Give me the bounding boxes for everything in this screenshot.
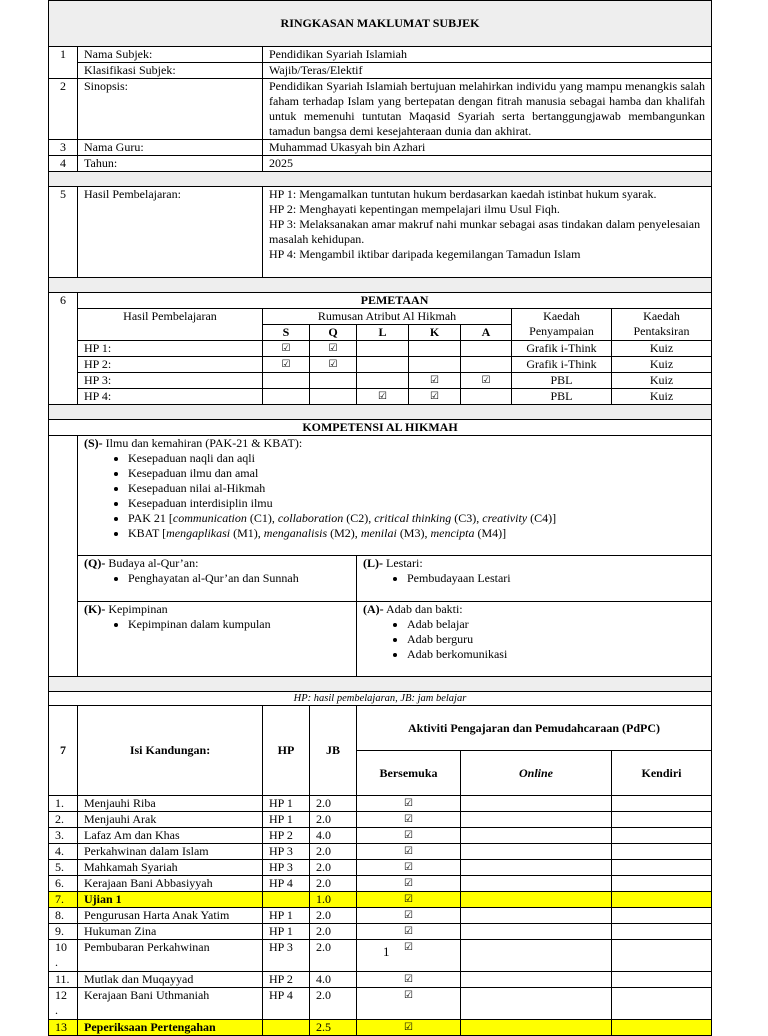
checkbox-icon: ☑ [263, 341, 310, 357]
delivery-method: PBL [512, 389, 612, 405]
list-item: • Kepimpinan dalam kumpulan [128, 617, 350, 632]
field-label: Klasifikasi Subjek: [78, 63, 263, 79]
list-item: • Adab belajar [407, 617, 705, 632]
table-row-jb: 2.0 [310, 812, 357, 828]
row-number: 3 [49, 140, 78, 156]
checkbox-icon [357, 357, 409, 373]
table-row-hp: HP 4 [263, 988, 310, 1020]
table-cell-kendiri [612, 892, 712, 908]
table-row-topic: Peperiksaan Pertengahan [78, 1020, 263, 1036]
delivery-method: Grafik i-Think [512, 357, 612, 373]
checkbox-icon: ☑ [263, 357, 310, 373]
col-header-hp: HP [263, 706, 310, 796]
table-row-number: 10 . [49, 940, 78, 972]
learning-outcome-2: HP 2: Menghayati kepentingan mempelajari ilmu Usul Fiqh. [269, 202, 560, 216]
page-number: 1 [383, 944, 390, 959]
checkbox-icon: ☑ [310, 341, 357, 357]
table-cell-online [461, 844, 612, 860]
table-cell-online [461, 812, 612, 828]
table-row-topic: Pengurusan Harta Anak Yatim [78, 908, 263, 924]
checkbox-icon: ☑ [357, 389, 409, 405]
competency-k [78, 602, 357, 677]
mapping-hp: HP 3: [78, 373, 263, 389]
table-row-hp: HP 3 [263, 860, 310, 876]
assessment-method: Kuiz [612, 373, 712, 389]
assessment-method: Kuiz [612, 357, 712, 373]
attr-k-header: K [409, 325, 461, 341]
field-label: Nama Subjek: [78, 47, 263, 63]
competency-code: (S)- [84, 436, 103, 450]
section-separator [49, 677, 712, 692]
checkbox-icon: ☑ [357, 908, 461, 924]
row-number-empty [49, 436, 78, 677]
list-item: • Kesepaduan ilmu dan amal [128, 466, 705, 481]
attr-q-header: Q [310, 325, 357, 341]
table-row-jb: 2.0 [310, 988, 357, 1020]
competency-label: Ilmu dan kemahiran (PAK-21 & KBAT): [102, 436, 303, 450]
col-header-isi: Isi Kandungan: [78, 706, 263, 796]
row-number: 1 [49, 47, 78, 79]
teacher-name: Muhammad Ukasyah bin Azhari [263, 140, 712, 156]
learning-outcome-3: HP 3: Melaksanakan amar makruf nahi munkar sebagai asas tindakan dalam penyelesaian masalah kehidupan. [269, 217, 701, 246]
table-cell-online [461, 892, 612, 908]
table-row-jb: 2.0 [310, 924, 357, 940]
table-row-number: 1. [49, 796, 78, 812]
checkbox-icon [409, 341, 461, 357]
section-separator [49, 172, 712, 187]
list-item: • Kesepaduan interdisiplin ilmu [128, 496, 705, 511]
list-item-kbat: • KBAT [mengaplikasi (M1), menganalisis (M2), menilai (M3), mencipta (M4)] [128, 526, 705, 541]
table-row-hp [263, 1020, 310, 1036]
table-row-number: 5. [49, 860, 78, 876]
table-cell-online [461, 940, 612, 972]
table-row-topic: Menjauhi Riba [78, 796, 263, 812]
table-cell-kendiri [612, 860, 712, 876]
mapping-col-delivery: Kaedah Penyampaian [512, 309, 612, 341]
synopsis-text: Pendidikan Syariah Islamiah bertujuan melahirkan individu yang mampu menangkis salah faham terhadap Islam yang bertepatan dengan fitrah manusia sebagai hamba dan khalifah untuk memenuhi tuntutan Maqasid Syariah serta bertanggungjawab membangunkan tamadun bangsa demi kesejahteraan dunia dan akhirat. [263, 79, 712, 140]
table-cell-online [461, 908, 612, 924]
table-row-number: 2. [49, 812, 78, 828]
table-cell-kendiri [612, 1020, 712, 1036]
attr-l-header: L [357, 325, 409, 341]
list-item: • Penghayatan al-Qur’an dan Sunnah [128, 571, 350, 586]
table-row-topic: Perkahwinan dalam Islam [78, 844, 263, 860]
table-row-hp: HP 4 [263, 876, 310, 892]
checkbox-icon [310, 373, 357, 389]
learning-outcomes [263, 187, 712, 278]
table-row-number: 13 [49, 1020, 78, 1036]
table-row-jb: 4.0 [310, 828, 357, 844]
checkbox-icon: ☑ [357, 876, 461, 892]
mapping-col-hp: Hasil Pembelajaran [78, 309, 263, 341]
row-number: 5 [49, 187, 78, 278]
table-row-hp: HP 1 [263, 924, 310, 940]
table-cell-online [461, 924, 612, 940]
table-row-jb: 2.0 [310, 876, 357, 892]
list-item: • Kesepaduan nilai al-Hikmah [128, 481, 705, 496]
table-row-number: 3. [49, 828, 78, 844]
checkbox-icon [263, 373, 310, 389]
table-row-topic: Lafaz Am dan Khas [78, 828, 263, 844]
checkbox-icon: ☑ [409, 389, 461, 405]
competency-code: (L)- [363, 556, 383, 570]
delivery-method: PBL [512, 373, 612, 389]
table-row-hp: HP 2 [263, 828, 310, 844]
table-row-hp: HP 1 [263, 908, 310, 924]
checkbox-icon: ☑ [357, 796, 461, 812]
mapping-hp: HP 1: [78, 341, 263, 357]
list-item: • Adab berguru [407, 632, 705, 647]
table-cell-kendiri [612, 876, 712, 892]
section-separator [49, 278, 712, 293]
table-row-topic: Menjauhi Arak [78, 812, 263, 828]
checkbox-icon: ☑ [357, 812, 461, 828]
table-cell-kendiri [612, 924, 712, 940]
col-header-jb: JB [310, 706, 357, 796]
mapping-col-attributes: Rumusan Atribut Al Hikmah [263, 309, 512, 325]
list-item: • Pembudayaan Lestari [407, 571, 705, 586]
table-row-topic: Mahkamah Syariah [78, 860, 263, 876]
table-row-number: 6. [49, 876, 78, 892]
table-row-topic: Pembubaran Perkahwinan [78, 940, 263, 972]
table-row-topic: Kerajaan Bani Abbasiyyah [78, 876, 263, 892]
checkbox-icon [461, 357, 512, 373]
col-header-aktiviti: Aktiviti Pengajaran dan Pemudahcaraan (PdPC) [357, 706, 712, 751]
legend-note: HP: hasil pembelajaran, JB: jam belajar [49, 692, 712, 706]
year-value: 2025 [263, 156, 712, 172]
table-row-number: 12 . [49, 988, 78, 1020]
checkbox-icon [409, 357, 461, 373]
checkbox-icon: ☑ [357, 972, 461, 988]
checkbox-icon [461, 341, 512, 357]
checkbox-icon: ☑ [357, 844, 461, 860]
table-row-hp: HP 1 [263, 796, 310, 812]
delivery-method: Grafik i-Think [512, 341, 612, 357]
field-label: Hasil Pembelajaran: [78, 187, 263, 278]
attr-s-header: S [263, 325, 310, 341]
subject-name: Pendidikan Syariah Islamiah [263, 47, 712, 63]
table-row-number: 8. [49, 908, 78, 924]
table-row-jb: 2.0 [310, 796, 357, 812]
table-cell-online [461, 860, 612, 876]
table-row-jb: 2.0 [310, 908, 357, 924]
table-cell-kendiri [612, 988, 712, 1020]
checkbox-icon: ☑ [409, 373, 461, 389]
table-row-number: 11. [49, 972, 78, 988]
table-cell-kendiri [612, 828, 712, 844]
competency-l [357, 556, 712, 602]
table-row-number: 7. [49, 892, 78, 908]
field-label: Tahun: [78, 156, 263, 172]
checkbox-icon: ☑ [310, 357, 357, 373]
mapping-title: PEMETAAN [78, 293, 712, 309]
table-row-jb: 4.0 [310, 972, 357, 988]
list-item: • Adab berkomunikasi [407, 647, 705, 662]
mapping-hp: HP 2: [78, 357, 263, 373]
table-row-jb: 2.0 [310, 860, 357, 876]
competency-title: KOMPETENSI AL HIKMAH [49, 420, 712, 436]
table-row-hp: HP 2 [263, 972, 310, 988]
attr-a-header: A [461, 325, 512, 341]
table-cell-online [461, 988, 612, 1020]
table-cell-online [461, 796, 612, 812]
table-row-topic: Ujian 1 [78, 892, 263, 908]
checkbox-icon: ☑ [461, 373, 512, 389]
competency-label: Kepimpinan [105, 602, 168, 616]
checkbox-icon [310, 389, 357, 405]
checkbox-icon [263, 389, 310, 405]
table-cell-online [461, 828, 612, 844]
table-cell-kendiri [612, 812, 712, 828]
learning-outcome-1: HP 1: Mengamalkan tuntutan hukum berdasarkan kaedah istinbat hukum syarak. [269, 187, 657, 201]
competency-q [78, 556, 357, 602]
table-row-jb: 2.0 [310, 844, 357, 860]
table-row-topic: Kerajaan Bani Uthmaniah [78, 988, 263, 1020]
table-cell-kendiri [612, 796, 712, 812]
section-separator [49, 405, 712, 420]
col-header-kendiri: Kendiri [612, 751, 712, 796]
table-cell-kendiri [612, 940, 712, 972]
checkbox-icon [357, 373, 409, 389]
checkbox-icon: ☑ [357, 1020, 461, 1036]
table-row-hp: HP 3 [263, 940, 310, 972]
col-header-online: Online [461, 751, 612, 796]
mapping-col-assessment: Kaedah Pentaksiran [612, 309, 712, 341]
mapping-hp: HP 4: [78, 389, 263, 405]
list-item-pak21: • PAK 21 [communication (C1), collaboration (C2), critical thinking (C3), creativity (C4)] [128, 511, 705, 526]
field-label: Sinopsis: [78, 79, 263, 140]
table-cell-kendiri [612, 844, 712, 860]
checkbox-icon [461, 389, 512, 405]
checkbox-icon: ☑ [357, 828, 461, 844]
table-cell-kendiri [612, 972, 712, 988]
table-cell-online [461, 972, 612, 988]
table-row-jb: 1.0 [310, 892, 357, 908]
table-cell-kendiri [612, 908, 712, 924]
document-title: RINGKASAN MAKLUMAT SUBJEK [49, 1, 712, 47]
subject-classification: Wajib/Teras/Elektif [263, 63, 712, 79]
checkbox-icon: ☑ [357, 940, 461, 972]
col-header-bersemuka: Bersemuka [357, 751, 461, 796]
row-number: 7 [49, 706, 78, 796]
table-row-number: 9. [49, 924, 78, 940]
table-row-hp: HP 1 [263, 812, 310, 828]
checkbox-icon [357, 341, 409, 357]
table-row-jb: 2.0 [310, 940, 357, 972]
row-number: 6 [49, 293, 78, 405]
checkbox-icon: ☑ [357, 892, 461, 908]
table-row-hp [263, 892, 310, 908]
checkbox-icon: ☑ [357, 860, 461, 876]
competency-a [357, 602, 712, 677]
list-item: • Kesepaduan naqli dan aqli [128, 451, 705, 466]
row-number: 4 [49, 156, 78, 172]
table-row-hp: HP 3 [263, 844, 310, 860]
table-cell-online [461, 1020, 612, 1036]
row-number: 2 [49, 79, 78, 140]
competency-label: Lestari: [383, 556, 423, 570]
table-row-number: 4. [49, 844, 78, 860]
table-row-topic: Mutlak dan Muqayyad [78, 972, 263, 988]
competency-code: (A)- [363, 602, 384, 616]
table-row-topic: Hukuman Zina [78, 924, 263, 940]
competency-label: Budaya al-Qur’an: [105, 556, 199, 570]
competency-code: (K)- [84, 602, 106, 616]
competency-label: Adab dan bakti: [383, 602, 463, 616]
field-label: Nama Guru: [78, 140, 263, 156]
assessment-method: Kuiz [612, 341, 712, 357]
assessment-method: Kuiz [612, 389, 712, 405]
competency-code: (Q)- [84, 556, 106, 570]
table-row-jb: 2.5 [310, 1020, 357, 1036]
subject-summary-table [48, 0, 712, 1036]
learning-outcome-4: HP 4: Mengambil iktibar daripada kegemilangan Tamadun Islam [269, 247, 581, 261]
checkbox-icon: ☑ [357, 988, 461, 1020]
table-cell-online [461, 876, 612, 892]
competency-s [78, 436, 712, 556]
checkbox-icon: ☑ [357, 924, 461, 940]
